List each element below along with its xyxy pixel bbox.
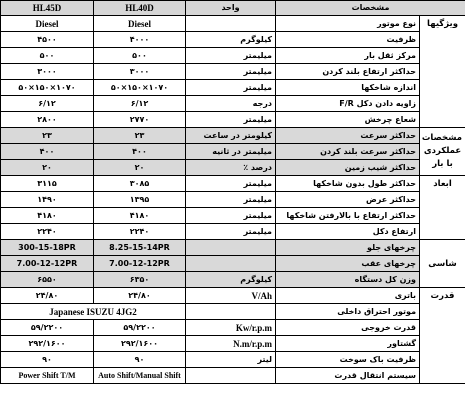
- value-hl40d: Diesel: [94, 16, 186, 32]
- header-model-hl45d: HL45D: [1, 1, 94, 16]
- value-hl45d: ۲۳: [1, 128, 94, 144]
- unit-cell: N.m/r.p.m: [186, 336, 276, 352]
- unit-cell: [186, 240, 276, 256]
- value-hl45d: ۲۴/۸۰: [1, 288, 94, 304]
- value-hl45d: ۲۹۲/۱۶۰۰: [1, 336, 94, 352]
- table-row: [1, 336, 465, 352]
- table-row: [1, 80, 465, 96]
- table-row: [1, 304, 465, 320]
- category-chassis: شاسی: [420, 240, 465, 288]
- category-features: ویژگیها: [420, 16, 465, 128]
- value-hl40d: ۱۳۹۵: [94, 192, 186, 208]
- spec-label: چرخهای عقب: [276, 256, 420, 272]
- value-hl45d: ۱۴۹۰: [1, 192, 94, 208]
- unit-cell: میلیمتر: [186, 64, 276, 80]
- value-hl45d: ۱۰۷۰×۱۵۰×۵۰: [1, 80, 94, 96]
- value-hl45d: ۹۰: [1, 352, 94, 368]
- table-row: [1, 160, 465, 176]
- value-merged: Japanese ISUZU 4JG2: [1, 304, 186, 320]
- spec-label: حداکثر سرعت بلند کردن: [276, 144, 420, 160]
- unit-cell: درصد ٪: [186, 160, 276, 176]
- spec-label: موتور احتراق داخلی: [276, 304, 420, 320]
- spec-label: ظرفیت: [276, 32, 420, 48]
- table-row: [1, 352, 465, 368]
- spec-label: اندازه شاخکها: [276, 80, 420, 96]
- value-hl40d: ۴۱۸۰: [94, 208, 186, 224]
- value-hl40d: ۶۳۵۰: [94, 272, 186, 288]
- value-hl45d: ۳۱۱۵: [1, 176, 94, 192]
- table-row: [1, 208, 465, 224]
- value-hl45d: 300-15-18PR: [1, 240, 94, 256]
- spec-label: ارتفاع دکل: [276, 224, 420, 240]
- spec-label: زاویه دادن دکل F/R: [276, 96, 420, 112]
- unit-cell: Kw/r.p.m: [186, 320, 276, 336]
- value-hl40d: ۲۰: [94, 160, 186, 176]
- unit-cell: میلیمتر: [186, 112, 276, 128]
- value-hl45d: Diesel: [1, 16, 94, 32]
- value-hl40d: 8.25-15-14PR: [94, 240, 186, 256]
- spec-label: حداکثر سرعت: [276, 128, 420, 144]
- value-hl45d: ۵۹/۲۲۰۰: [1, 320, 94, 336]
- value-hl45d: ۴۱۸۰: [1, 208, 94, 224]
- value-hl45d: 7.00-12-12PR: [1, 256, 94, 272]
- unit-cell: لیتر: [186, 352, 276, 368]
- unit-cell: [186, 16, 276, 32]
- table-row: [1, 16, 465, 32]
- value-hl45d: ۶۵۵۰: [1, 272, 94, 288]
- spec-label: نوع موتور: [276, 16, 420, 32]
- value-hl40d: ۹۰: [94, 352, 186, 368]
- value-hl40d: ۵۰۰: [94, 48, 186, 64]
- table-row: [1, 64, 465, 80]
- value-hl45d: ۴۵۰۰: [1, 32, 94, 48]
- unit-cell: میلیمتر: [186, 48, 276, 64]
- value-hl40d: ۲۷۷۰: [94, 112, 186, 128]
- table-row: [1, 192, 465, 208]
- value-hl40d: ۲۴/۸۰: [94, 288, 186, 304]
- table-row: [1, 368, 465, 384]
- value-hl40d: ۲۹۲/۱۶۰۰: [94, 336, 186, 352]
- unit-cell: میلیمتر در ثانیه: [186, 144, 276, 160]
- table-row: [1, 48, 465, 64]
- value-hl45d: ۲۸۰۰: [1, 112, 94, 128]
- value-hl40d: Auto Shift/Manual Shift: [94, 368, 186, 384]
- value-hl40d: 7.00-12-12PR: [94, 256, 186, 272]
- header-unit: واحد: [186, 1, 276, 16]
- spec-label: سیستم انتقال قدرت: [276, 368, 420, 384]
- table-row: [1, 224, 465, 240]
- value-hl45d: ۲۲۴۰: [1, 224, 94, 240]
- table-row: [1, 144, 465, 160]
- table-row: [1, 96, 465, 112]
- category-performance: مشخصات عملکردی با بار: [420, 128, 465, 176]
- spec-label: حداکثر طول بدون شاخکها: [276, 176, 420, 192]
- spec-label: باتری: [276, 288, 420, 304]
- value-hl40d: ۳۰۰۰: [94, 64, 186, 80]
- spec-label: وزن کل دستگاه: [276, 272, 420, 288]
- value-hl45d: ۶/۱۲: [1, 96, 94, 112]
- spec-label: حداکثر ارتفاع با بالارفتن شاخکها: [276, 208, 420, 224]
- value-hl40d: ۵۹/۲۲۰۰: [94, 320, 186, 336]
- unit-cell: [186, 368, 276, 384]
- category-power: قدرت: [420, 288, 465, 384]
- table-row: [1, 256, 465, 272]
- table-row: [1, 176, 465, 192]
- value-hl45d: ۵۰۰: [1, 48, 94, 64]
- table-row: [1, 320, 465, 336]
- value-hl40d: ۶/۱۲: [94, 96, 186, 112]
- table-row: [1, 112, 465, 128]
- unit-cell: میلیمتر: [186, 80, 276, 96]
- unit-cell: میلیمتر: [186, 192, 276, 208]
- value-hl40d: ۲۳: [94, 128, 186, 144]
- unit-cell: کیلوگرم: [186, 32, 276, 48]
- spec-label: چرخهای جلو: [276, 240, 420, 256]
- value-hl45d: ۲۰: [1, 160, 94, 176]
- header-row: [1, 1, 465, 16]
- spec-label: ظرفیت باک سوخت: [276, 352, 420, 368]
- table-row: [1, 288, 465, 304]
- unit-cell: میلیمتر: [186, 176, 276, 192]
- unit-cell: میلیمتر: [186, 224, 276, 240]
- header-model-hl40d: HL40D: [94, 1, 186, 16]
- header-specs: مشخصات: [276, 1, 465, 16]
- unit-cell: [186, 256, 276, 272]
- value-hl45d: ۳۰۰۰: [1, 64, 94, 80]
- spec-label: حداکثر شیب زمین: [276, 160, 420, 176]
- category-dimensions: ابعاد: [420, 176, 465, 240]
- value-hl40d: ۱۰۷۰×۱۵۰×۵۰: [94, 80, 186, 96]
- value-hl40d: ۴۰۰: [94, 144, 186, 160]
- value-hl40d: ۴۰۰۰: [94, 32, 186, 48]
- spec-label: شعاع چرخش: [276, 112, 420, 128]
- spec-label: گشتاور: [276, 336, 420, 352]
- table-row: [1, 240, 465, 256]
- value-hl45d: Power Shift T/M: [1, 368, 94, 384]
- spec-label: مرکز ثقل بار: [276, 48, 420, 64]
- value-hl40d: ۳۰۸۵: [94, 176, 186, 192]
- spec-label: قدرت خروجی: [276, 320, 420, 336]
- unit-cell: کیلوگرم: [186, 272, 276, 288]
- spec-label: حداکثر عرض: [276, 192, 420, 208]
- value-hl45d: ۴۰۰: [1, 144, 94, 160]
- unit-cell: درجه: [186, 96, 276, 112]
- spec-label: حداکثر ارتفاع بلند کردن: [276, 64, 420, 80]
- unit-cell: V/Ah: [186, 288, 276, 304]
- unit-cell: [186, 304, 276, 320]
- value-hl40d: ۲۲۴۰: [94, 224, 186, 240]
- table-row: [1, 32, 465, 48]
- table-row: [1, 272, 465, 288]
- unit-cell: میلیمتر: [186, 208, 276, 224]
- table-row: [1, 128, 465, 144]
- unit-cell: کیلومتر در ساعت: [186, 128, 276, 144]
